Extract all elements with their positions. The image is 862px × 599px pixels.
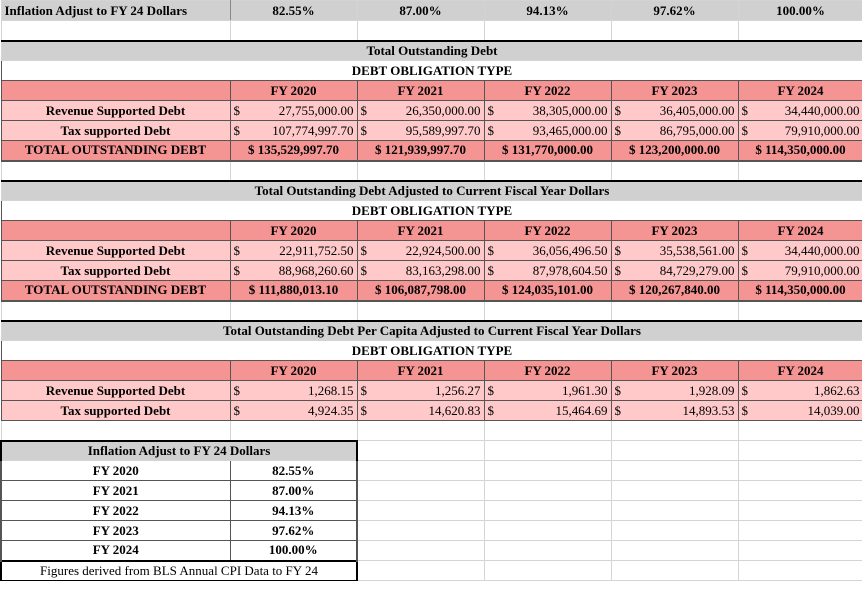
section2-year-header [1,221,862,241]
money-cell[interactable]: $ 1,268.15 [230,381,357,401]
inflation-value[interactable]: 87.00% [230,481,357,501]
row-label[interactable]: Tax supported Debt [1,261,230,281]
inflation-top-cell[interactable]: 94.13% [484,1,611,21]
year-header-cell[interactable]: FY 2023 [611,81,738,101]
section3-year-header [1,361,862,381]
table-row [1,101,862,121]
money-cell[interactable]: $ 107,774,997.70 [230,121,357,141]
total-label[interactable]: TOTAL OUTSTANDING DEBT [1,141,230,161]
section1-subtitle[interactable]: DEBT OBLIGATION TYPE [1,61,862,81]
total-cell[interactable]: $ 124,035,101.00 [484,281,611,301]
table-row [1,121,862,141]
inflation-value[interactable]: 97.62% [230,521,357,541]
table-row [1,241,862,261]
total-cell[interactable]: $ 111,880,013.10 [230,281,357,301]
inflation-year[interactable]: FY 2024 [1,541,230,561]
year-header-cell[interactable]: FY 2022 [484,221,611,241]
total-cell[interactable]: $ 123,200,000.00 [611,141,738,161]
inflation-top-row [1,1,862,21]
inflation-table-row [1,521,862,541]
inflation-year[interactable]: FY 2021 [1,481,230,501]
money-cell[interactable]: $ 22,924,500.00 [357,241,484,261]
inflation-top-cell[interactable]: 100.00% [738,1,862,21]
total-cell[interactable]: $ 135,529,997.70 [230,141,357,161]
year-header-cell[interactable]: FY 2021 [357,361,484,381]
total-cell[interactable]: $ 114,350,000.00 [738,281,862,301]
money-cell[interactable]: $ 22,911,752.50 [230,241,357,261]
year-header-cell[interactable]: FY 2020 [230,221,357,241]
year-header-cell[interactable]: FY 2022 [484,81,611,101]
inflation-table-title[interactable]: Inflation Adjust to FY 24 Dollars [1,441,357,461]
money-cell[interactable]: $ 14,620.83 [357,401,484,421]
year-header-cell[interactable]: FY 2024 [738,221,862,241]
inflation-value[interactable]: 82.55% [230,461,357,481]
year-header-cell[interactable]: FY 2024 [738,361,862,381]
total-label[interactable]: TOTAL OUTSTANDING DEBT [1,281,230,301]
inflation-top-label[interactable]: Inflation Adjust to FY 24 Dollars [1,1,230,21]
total-row [1,281,862,301]
inflation-year[interactable]: FY 2022 [1,501,230,521]
money-cell[interactable]: $ 36,405,000.00 [611,101,738,121]
money-cell[interactable]: $ 95,589,997.70 [357,121,484,141]
inflation-value[interactable]: 94.13% [230,501,357,521]
money-cell[interactable]: $ 4,924.35 [230,401,357,421]
inflation-year[interactable]: FY 2023 [1,521,230,541]
year-header-cell[interactable]: FY 2021 [357,221,484,241]
row-label[interactable]: Tax supported Debt [1,401,230,421]
section3-subtitle[interactable]: DEBT OBLIGATION TYPE [1,341,862,361]
year-header-cell[interactable]: FY 2023 [611,221,738,241]
inflation-year[interactable]: FY 2020 [1,461,230,481]
section2-title[interactable]: Total Outstanding Debt Adjusted to Current Fiscal Year Dollars [1,181,862,201]
table-row [1,381,862,401]
money-cell[interactable]: $ 86,795,000.00 [611,121,738,141]
inflation-top-cell[interactable]: 87.00% [357,1,484,21]
inflation-table-row [1,541,862,561]
inflation-top-cell[interactable]: 82.55% [230,1,357,21]
empty-cell[interactable] [1,161,230,181]
money-cell[interactable]: $ 1,928.09 [611,381,738,401]
money-cell[interactable]: $ 1,862.63 [738,381,862,401]
money-cell[interactable]: $ 35,538,561.00 [611,241,738,261]
money-cell[interactable]: $ 36,056,496.50 [484,241,611,261]
money-cell[interactable]: $ 1,961.30 [484,381,611,401]
inflation-top-cell[interactable]: 97.62% [611,1,738,21]
table-row [1,261,862,281]
total-row [1,141,862,161]
money-cell[interactable]: $ 83,163,298.00 [357,261,484,281]
money-cell[interactable]: $ 88,968,260.60 [230,261,357,281]
money-cell[interactable]: $ 93,465,000.00 [484,121,611,141]
inflation-table-row [1,501,862,521]
money-cell[interactable]: $ 27,755,000.00 [230,101,357,121]
money-cell[interactable]: $ 14,893.53 [611,401,738,421]
total-cell[interactable]: $ 120,267,840.00 [611,281,738,301]
money-cell[interactable]: $ 87,978,604.50 [484,261,611,281]
money-cell[interactable]: $ 26,350,000.00 [357,101,484,121]
table-row [1,401,862,421]
total-cell[interactable]: $ 121,939,997.70 [357,141,484,161]
money-cell[interactable]: $ 14,039.00 [738,401,862,421]
money-cell[interactable]: $ 34,440,000.00 [738,241,862,261]
row-label[interactable]: Revenue Supported Debt [1,381,230,401]
inflation-value[interactable]: 100.00% [230,541,357,561]
section3-title[interactable]: Total Outstanding Debt Per Capita Adjusted to Current Fiscal Year Dollars [1,321,862,341]
inflation-table-row [1,481,862,501]
year-header-cell[interactable]: FY 2024 [738,81,862,101]
row-label[interactable]: Revenue Supported Debt [1,241,230,261]
money-cell[interactable]: $ 34,440,000.00 [738,101,862,121]
total-cell[interactable]: $ 114,350,000.00 [738,141,862,161]
money-cell[interactable]: $ 84,729,279.00 [611,261,738,281]
empty-cell[interactable] [1,421,230,441]
empty-cell[interactable] [1,21,230,41]
year-header-cell[interactable]: FY 2023 [611,361,738,381]
row-label[interactable]: Tax supported Debt [1,121,230,141]
money-cell[interactable]: $ 79,910,000.00 [738,121,862,141]
money-cell[interactable]: $ 38,305,000.00 [484,101,611,121]
section2-subtitle[interactable]: DEBT OBLIGATION TYPE [1,201,862,221]
money-cell[interactable]: $ 15,464.69 [484,401,611,421]
inflation-table-row [1,461,862,481]
total-cell[interactable]: $ 131,770,000.00 [484,141,611,161]
year-header-cell[interactable]: FY 2022 [484,361,611,381]
money-cell[interactable]: $ 1,256.27 [357,381,484,401]
year-header-cell[interactable]: FY 2020 [230,81,357,101]
section1-title[interactable]: Total Outstanding Debt [1,41,862,61]
empty-cell[interactable] [1,301,230,321]
year-header-cell[interactable]: FY 2021 [357,81,484,101]
money-cell[interactable]: $ 79,910,000.00 [738,261,862,281]
inflation-table-note[interactable]: Figures derived from BLS Annual CPI Data to FY 24 [1,561,357,581]
row-label[interactable]: Revenue Supported Debt [1,101,230,121]
section1-year-header [1,81,862,101]
total-cell[interactable]: $ 106,087,798.00 [357,281,484,301]
year-header-cell[interactable]: FY 2020 [230,361,357,381]
